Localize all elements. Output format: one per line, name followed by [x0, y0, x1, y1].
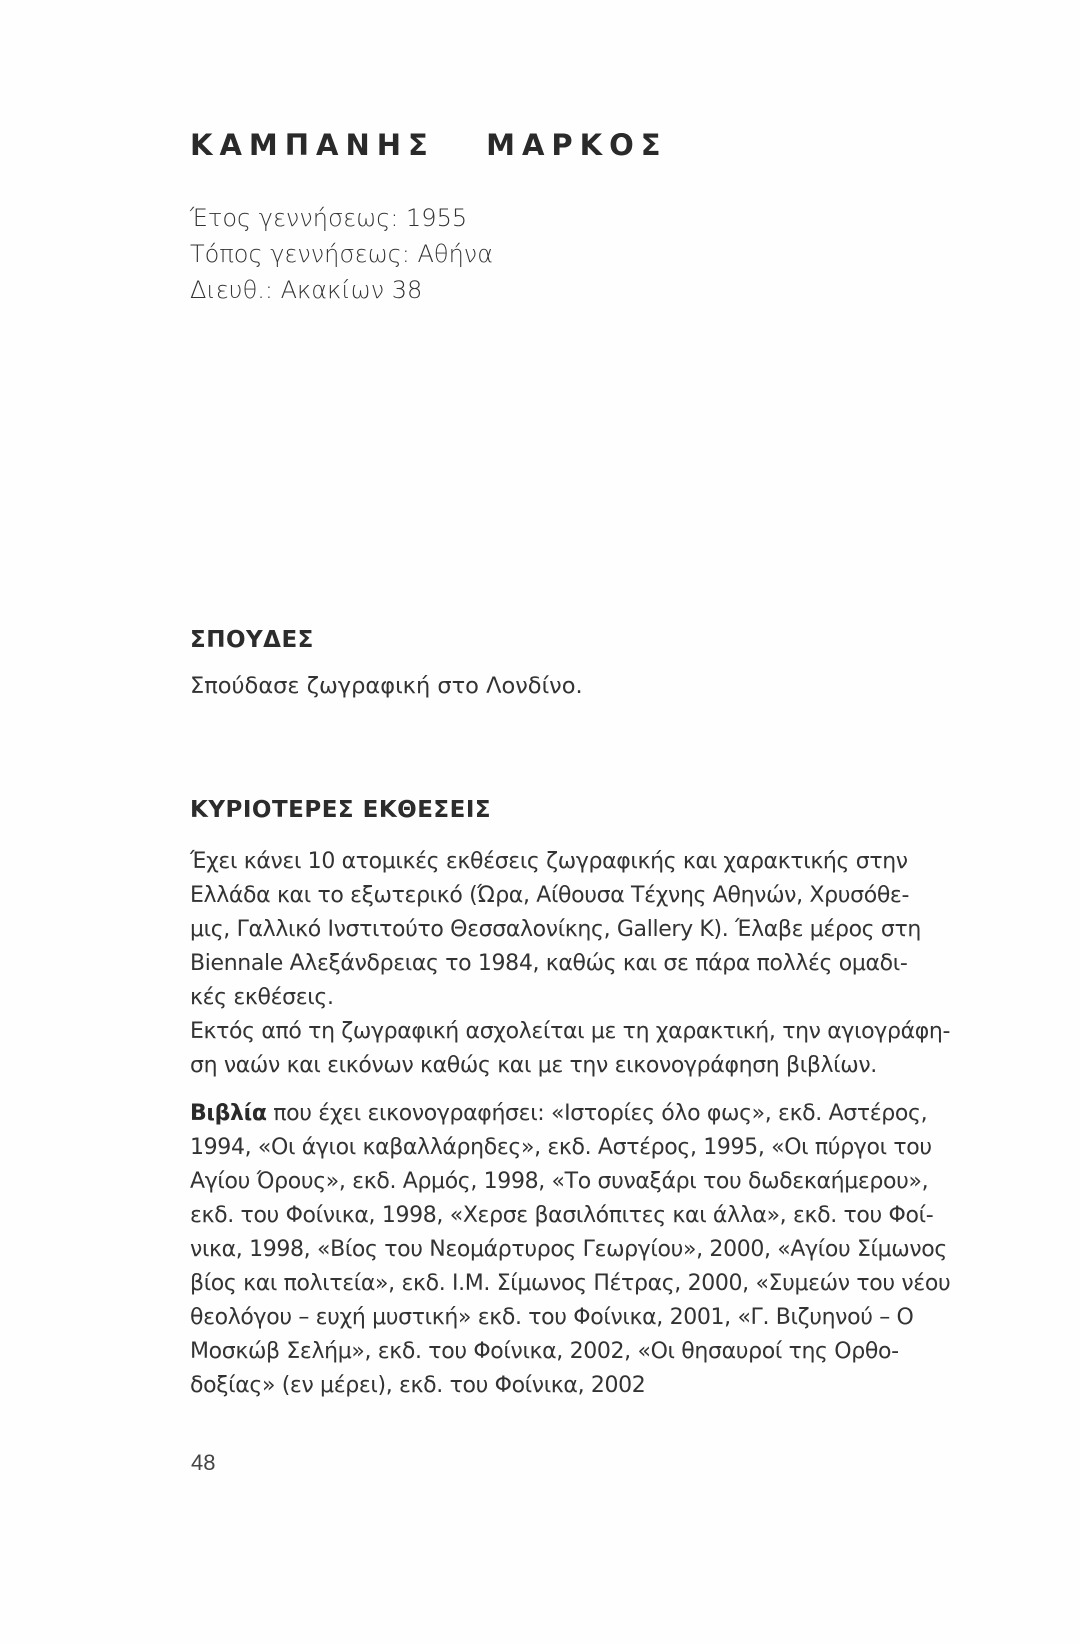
paragraph-line: βίος και πολιτεία», εκδ. Ι.Μ. Σίμωνος Πέτρας, 2000, «Συμεών του νέου: [190, 1271, 951, 1296]
paragraph-line: Μοσκώβ Σελήμ», εκδ. του Φοίνικα, 2002, «Οι θησαυροί της Ορθο-: [190, 1339, 899, 1364]
paragraph-line: Έχει κάνει 10 ατομικές εκθέσεις ζωγραφικής και χαρακτικής στην: [190, 849, 908, 874]
books-lead-label: Βιβλία: [190, 1101, 267, 1126]
paragraph-line: ση ναών και εικόνων καθώς και με την εικονογράφηση βιβλίων.: [190, 1053, 877, 1078]
paragraph-line: θεολόγου – ευχή μυστική» εκδ. του Φοίνικα, 2001, «Γ. Βιζυηνού – Ο: [190, 1305, 914, 1330]
books-paragraph: [190, 1097, 1020, 1403]
paragraph-line: εκδ. του Φοίνικα, 1998, «Χερσε βασιλόπιτες και άλλα», εκδ. του Φοί-: [190, 1203, 934, 1228]
address: Διευθ.: Ακακίων 38: [190, 276, 423, 304]
studies-text: Σπούδασε ζωγραφική στο Λονδίνο.: [190, 673, 583, 699]
paragraph-line: Εκτός από τη ζωγραφική ασχολείται με τη χαρακτική, την αγιογράφη-: [190, 1019, 951, 1044]
artist-name-title: ΚΑΜΠΑΝΗΣ ΜΑΡΚΟΣ: [190, 128, 668, 162]
paragraph-line: μις, Γαλλικό Ινστιτούτο Θεσσαλονίκης, Gallery K). Έλαβε μέρος στη: [190, 917, 921, 942]
paragraph-line: δοξίας» (εν μέρει), εκδ. του Φοίνικα, 2002: [190, 1373, 646, 1398]
paragraph-line: κές εκθέσεις.: [190, 985, 334, 1010]
paragraph-line: [190, 1097, 1020, 1131]
paragraph-line: Ελλάδα και το εξωτερικό (Ώρα, Αίθουσα Τέχνης Αθηνών, Χρυσόθε-: [190, 883, 910, 908]
birth-place: Τόπος γεννήσεως: Αθήνα: [190, 240, 494, 268]
paragraph-line: Αγίου Όρους», εκδ. Αρμός, 1998, «Το συναξάρι του δωδεκαήμερου»,: [190, 1169, 929, 1194]
books-first-line-text: που έχει εικονογραφήσει: «Ιστορίες όλο φως», εκδ. Αστέρος,: [266, 1101, 928, 1126]
exhibitions-paragraph: [190, 845, 1020, 1083]
paragraph-line: 1994, «Οι άγιοι καβαλλάρηδες», εκδ. Αστέρος, 1995, «Οι πύργοι του: [190, 1135, 932, 1160]
studies-heading: ΣΠΟΥΔΕΣ: [190, 627, 314, 653]
paragraph-line: Biennale Αλεξάνδρειας το 1984, καθώς και σε πάρα πολλές ομαδι-: [190, 951, 908, 976]
exhibitions-heading: ΚΥΡΙΟΤΕΡΕΣ ΕΚΘΕΣΕΙΣ: [190, 797, 492, 823]
page-number: 48: [191, 1450, 216, 1475]
birth-year: Έτος γεννήσεως: 1955: [190, 204, 468, 232]
paragraph-line: νικα, 1998, «Βίος του Νεομάρτυρος Γεωργίου», 2000, «Αγίου Σίμωνος: [190, 1237, 947, 1262]
artist-info-block: [190, 200, 493, 308]
